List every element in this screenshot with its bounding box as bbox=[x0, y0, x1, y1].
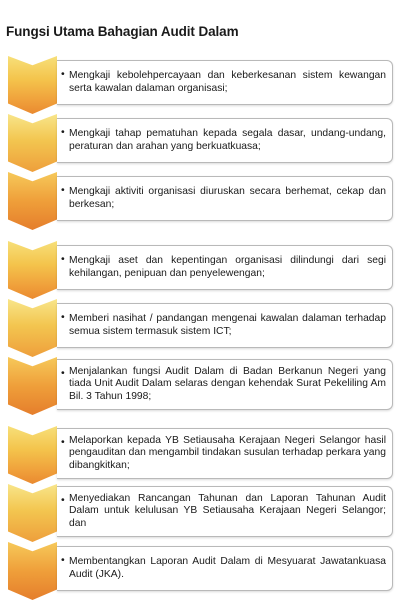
bullet-icon: • bbox=[61, 253, 65, 265]
item-box bbox=[57, 359, 393, 410]
function-group-3 bbox=[0, 426, 405, 600]
item-text: Mengkaji aset dan kepentingan organisasi dilindungi dari segi kehilangan, penipuan dan penyelewengan; bbox=[69, 255, 386, 279]
list-item bbox=[0, 484, 405, 542]
bullet-icon: • bbox=[61, 494, 65, 506]
item-text: Mengkaji aktiviti organisasi diuruskan secara berhemat, cekap dan berkesan; bbox=[69, 186, 386, 210]
item-text: Memberi nasihat / pandangan mengenai kawalan dalaman terhadap semua sistem termasuk sistem ICT; bbox=[69, 313, 386, 337]
bullet-icon: • bbox=[61, 126, 65, 138]
item-text: Mengkaji kebolehpercayaan dan keberkesanan sistem kewangan serta kawalan dalaman organisasi; bbox=[69, 70, 386, 94]
bullet-icon: • bbox=[61, 311, 65, 323]
item-box bbox=[57, 546, 393, 591]
function-group-2 bbox=[0, 241, 405, 415]
list-item bbox=[0, 357, 405, 415]
item-text: Menjalankan fungsi Audit Dalam di Badan Berkanun Negeri yang tiada Unit Audit Dalam selaras dengan kehendak Surat Pekeliling Am Bil. 3 Tahun 1998; bbox=[69, 365, 386, 402]
list-item bbox=[0, 241, 405, 299]
bullet-icon: • bbox=[61, 436, 65, 448]
bullet-icon: • bbox=[61, 68, 65, 80]
chevron-arrow-icon bbox=[8, 484, 57, 542]
item-text: Mengkaji tahap pematuhan kepada segala dasar, undang-undang, peraturan dan arahan yang berkuatkuasa; bbox=[69, 128, 386, 152]
item-box bbox=[57, 245, 393, 290]
chevron-arrow-icon bbox=[8, 426, 57, 484]
chevron-arrow-icon bbox=[8, 241, 57, 299]
chevron-arrow-icon bbox=[8, 299, 57, 357]
bullet-icon: • bbox=[61, 184, 65, 196]
item-box bbox=[57, 303, 393, 348]
item-text: Melaporkan kepada YB Setiausaha Kerajaan Negeri Selangor hasil pengauditan dan mengambil tindakan susulan terhadap perkara yang dibangkitkan; bbox=[69, 434, 386, 471]
list-item bbox=[0, 56, 405, 114]
item-text: Membentangkan Laporan Audit Dalam di Mesyuarat Jawatankuasa Audit (JKA). bbox=[69, 556, 386, 580]
item-box bbox=[57, 486, 393, 537]
chevron-arrow-icon bbox=[8, 56, 57, 114]
list-item bbox=[0, 172, 405, 230]
bullet-icon: • bbox=[61, 554, 65, 566]
chevron-arrow-icon bbox=[8, 542, 57, 600]
chevron-arrow-icon bbox=[8, 357, 57, 415]
page-title: Fungsi Utama Bahagian Audit Dalam bbox=[6, 24, 239, 39]
chevron-arrow-icon bbox=[8, 114, 57, 172]
list-item bbox=[0, 426, 405, 484]
chevron-arrow-icon bbox=[8, 172, 57, 230]
item-text: Menyediakan Rancangan Tahunan dan Laporan Tahunan Audit Dalam untuk kelulusan YB Setiausaha Kerajaan Negeri Selangor; dan bbox=[69, 492, 386, 529]
item-box bbox=[57, 118, 393, 163]
item-box bbox=[57, 428, 393, 479]
item-box bbox=[57, 60, 393, 105]
bullet-icon: • bbox=[61, 367, 65, 379]
function-group-1 bbox=[0, 56, 405, 230]
item-box bbox=[57, 176, 393, 221]
list-item bbox=[0, 299, 405, 357]
list-item bbox=[0, 114, 405, 172]
list-item bbox=[0, 542, 405, 600]
